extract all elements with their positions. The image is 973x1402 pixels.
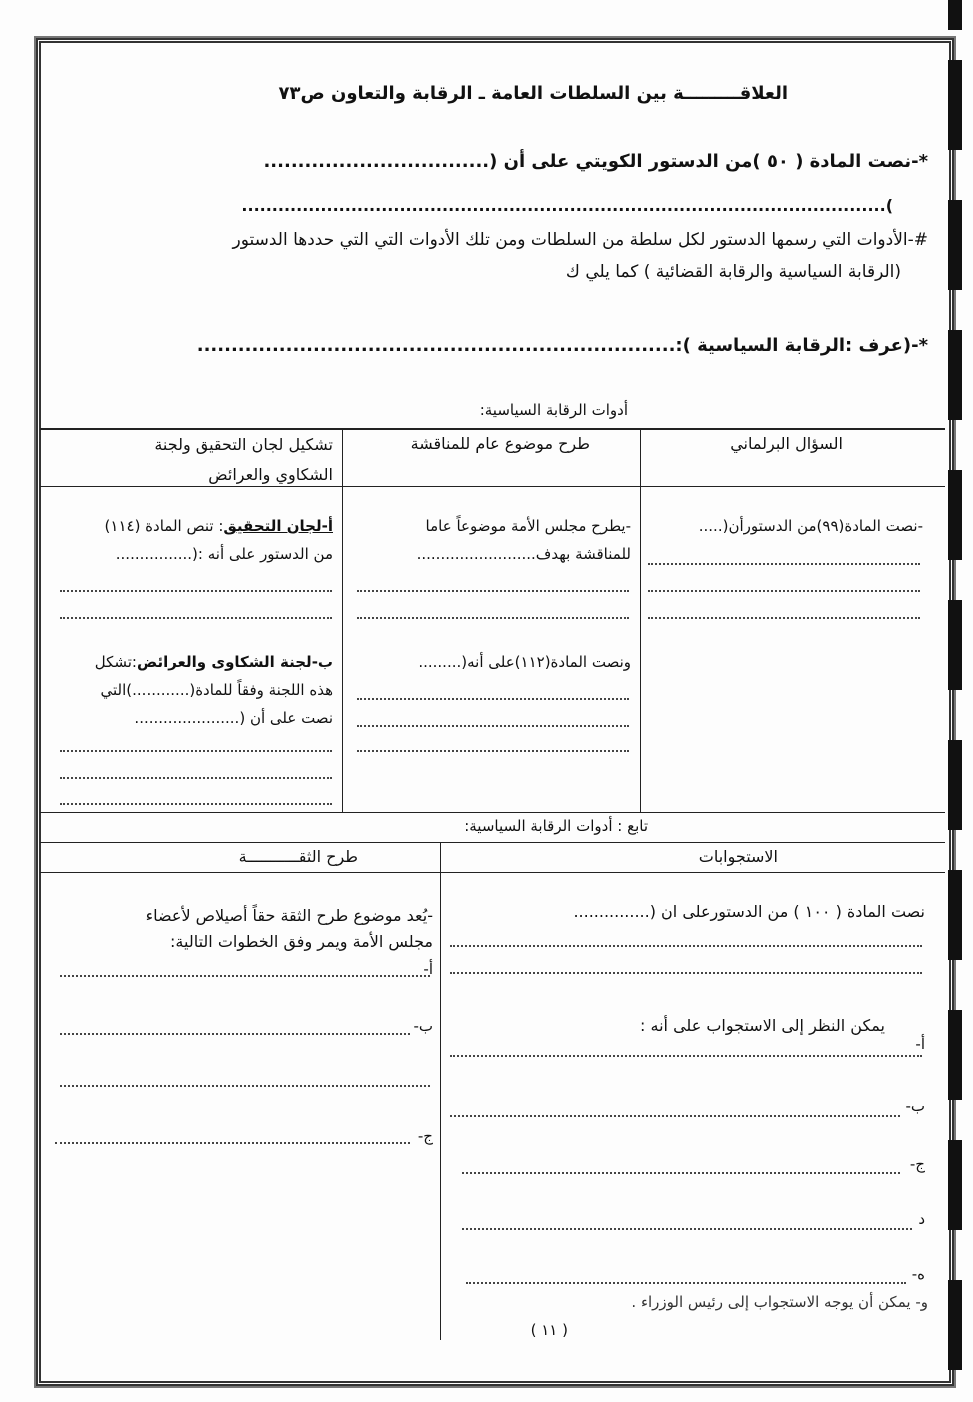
col2-text1-line2: للمناقشة بهدف......................... [416,545,631,563]
interpellation-viewed-as: يمكن النظر إلى الاستجواب على أنه : [640,1016,885,1035]
col3-a-line1: : تنص المادة (١١٤) [104,517,224,535]
binding-mark [948,740,962,830]
binding-mark [948,1280,962,1370]
binding-mark [948,1140,962,1230]
binding-mark [948,870,962,960]
col3-b-line2: هذه اللجنة وفقاً للمادة(............)التي [100,681,333,699]
table2-caption: تابع : أدوات الرقابة السياسية: [464,817,648,835]
tools-intro-line2: (الرقابة السياسية والرقابة القضائية ) كما يلي ك [565,262,901,282]
answer-line [450,1115,900,1117]
col3-a [105,512,333,540]
table1-caption: أدوات الرقابة السياسية: [479,401,628,419]
answer-line [60,590,332,592]
header-no-confidence: طرح الثقـــــــــــة [238,847,358,866]
answer-line [60,803,332,805]
interpellation-article-100: نصت المادة ( ١٠٠ ) من الدستورعلى ان (............... [573,902,925,921]
binding-mark [948,330,962,420]
answer-line [450,945,922,947]
answer-line [357,698,629,700]
answer-line [357,590,629,592]
answer-line [466,1282,906,1284]
page-number: ( ١١ ) [530,1321,568,1339]
divider [342,428,343,813]
col3-b-line1: :تشكل [94,653,137,671]
item-label: ب- [905,1097,925,1115]
answer-line [60,1033,410,1035]
answer-line [60,777,332,779]
answer-line [462,1172,900,1174]
confidence-line1: -يُعد موضوع طرح الثقة حقاً أصيلاص لأعضاء [145,906,433,925]
header-parliamentary-question: السؤال البرلماني [730,434,843,453]
divider [40,842,945,843]
tools-intro-line1: #-الأدوات التي رسمها الدستور لكل سلطة من السلطات ومن تلك الأدوات التي التي حددها الدستور [232,230,928,250]
answer-line [462,1228,912,1230]
divider [440,842,441,1340]
col2-text1-line1: -يطرح مجلس الأمة موضوعاً عاما [425,517,631,535]
answer-line [450,1055,922,1057]
answer-line [648,617,920,619]
col2-text2: ونصت المادة(١١٢)على أنه(......... [418,653,631,671]
item-label: د [918,1210,925,1228]
col1-text: -نصت المادة(٩٩)من الدستورأن(..... [698,517,923,535]
binding-mark [948,60,962,150]
divider [640,428,641,813]
answer-line [450,972,922,974]
answer-line [357,725,629,727]
item-label: ج- [417,1127,433,1145]
item-label: ه- [911,1265,925,1283]
answer-line [357,750,629,752]
question-article-50-close: ).......................................................................................................... [241,196,893,215]
binding-mark [948,470,962,560]
confidence-line2: مجلس الأمة ويمر وفق الخطوات التالية: [170,932,433,951]
answer-line [357,617,629,619]
binding-mark [948,0,962,30]
header-investigation-committees: تشكيل لجان التحقيق ولجنة الشكاوي والعرائض [154,435,333,484]
binding-mark [948,200,962,290]
col3-b-line3: نصت على أن (...................... [134,709,333,727]
binding-mark [948,600,962,690]
answer-line [55,1142,410,1144]
item-label: أ- [915,1035,925,1053]
page-title: العلاقـــــــــة بين السلطات العامة ـ الرقابة والتعاون ص٧٣ [278,83,788,104]
answer-line [60,975,430,977]
item-label: ب- [413,1017,433,1035]
item-label: ج- [909,1155,925,1173]
divider [40,872,945,873]
answer-line [648,590,920,592]
col3-b-label: ب-لجنة الشكاوى والعرائض [136,653,333,671]
answer-line [648,563,920,565]
answer-line [60,617,332,619]
header-interpellations: الاستجوابات [698,847,778,866]
define-political-oversight: *-(عرف :الرقابة السياسية ):...................................................................... [196,335,928,356]
header-general-topic: طرح موضوع عام للمناقشة [410,434,590,453]
question-article-50: *-نصت المادة ( ٥٠ )من الدستور الكويتي على أن (................................. [263,151,928,172]
answer-line [60,750,332,752]
binding-mark [948,1010,962,1100]
col3-b [95,648,333,676]
answer-line [60,1085,430,1087]
item-label: أ- [423,960,433,978]
col3-a-line2: من الدستور على أنه :(................ [115,545,333,563]
col3-a-label: أ-لجان التحقيق [223,517,333,535]
interpellation-pm-note: و- يمكن أن يوجه الاستجواب إلى رئيس الوزراء . [631,1293,928,1311]
